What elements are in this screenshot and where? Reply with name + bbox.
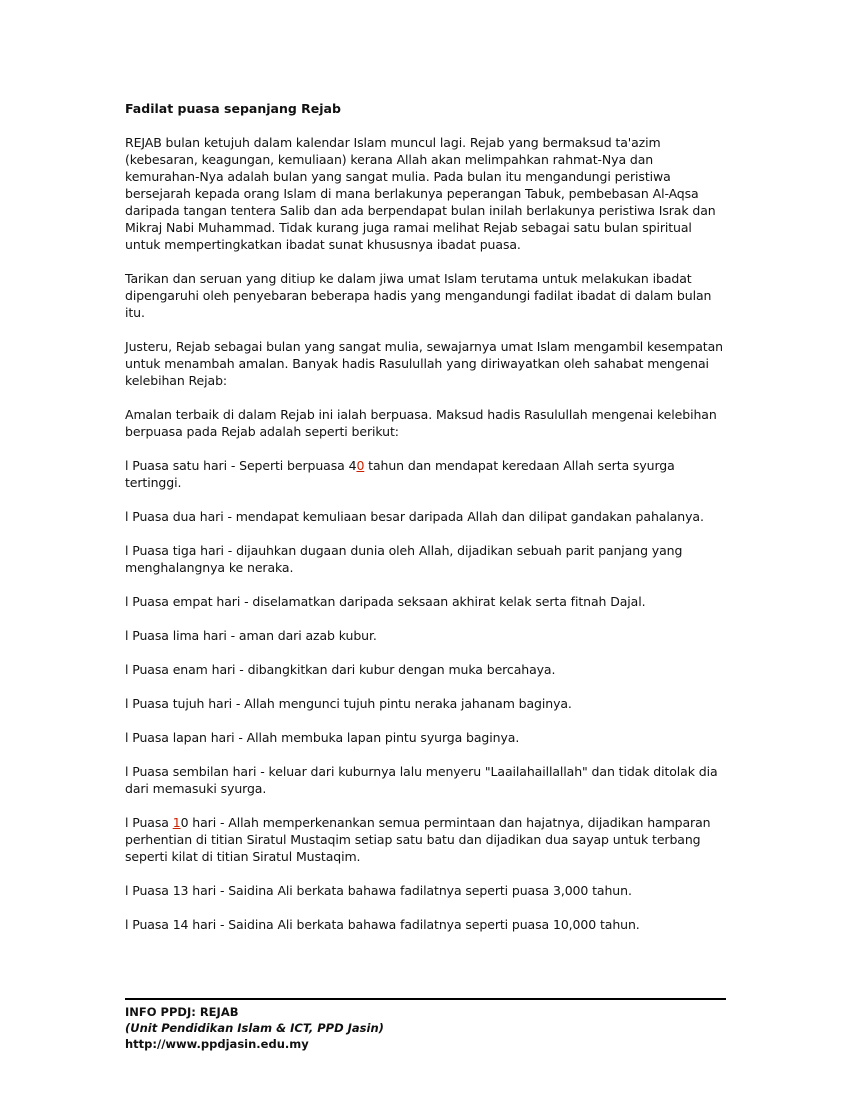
paragraph-2: Tarikan dan seruan yang ditiup ke dalam jiwa umat Islam terutama untuk melakukan ibadat dipengaruhi oleh penyebaran beberapa hadis yang mengandungi fadilat ibadat di dalam bulan itu. — [125, 271, 712, 320]
bullet-day-9: l Puasa sembilan hari - keluar dari kuburnya lalu menyeru "Laailahaillallah" dan tidak ditolak dia dari memasuki syurga. — [125, 764, 718, 796]
bullet-day-13: l Puasa 13 hari - Saidina Ali berkata bahawa fadilatnya seperti puasa 3,000 tahun. — [125, 883, 632, 898]
bullet-day-3: l Puasa tiga hari - dijauhkan dugaan dunia oleh Allah, dijadikan sebuah parit panjang yang menghalangnya ke neraka. — [125, 543, 683, 575]
footer-unit-name: (Unit Pendidikan Islam & ICT, PPD Jasin) — [125, 1021, 384, 1035]
footer-divider — [125, 998, 726, 1000]
bullet-day-4: l Puasa empat hari - diselamatkan daripada seksaan akhirat kelak serta fitnah Dajal. — [125, 594, 646, 609]
bullet-day-10 — [125, 814, 727, 865]
paragraph-4: Amalan terbaik di dalam Rejab ini ialah berpuasa. Maksud hadis Rasulullah mengenai kelebihan berpuasa pada Rejab adalah seperti berikut: — [125, 407, 717, 439]
bullet-day-8: l Puasa lapan hari - Allah membuka lapan pintu syurga baginya. — [125, 730, 520, 745]
footer-source-title: INFO PPDJ: REJAB — [125, 1005, 239, 1019]
intro-paragraph: REJAB bulan ketujuh dalam kalendar Islam muncul lagi. Rejab yang bermaksud ta'azim (kebesaran, keagungan, kemuliaan) kerana Allah akan melimpahkan rahmat-Nya dan kemurahan-Nya adalah bulan yang sangat mulia. Pada bulan itu mengandungi peristiwa bersejarah kepada orang Islam di mana berlakunya peperangan Tabuk, pembebasan Al-Aqsa daripada tangan tentera Salib dan ada berpendapat bulan inilah berlakunya peristiwa Israk dan Mikraj Nabi Muhammad. Tidak kurang juga ramai melihat Rejab sebagai satu bulan spiritual untuk mempertingkatkan ibadat sunat khususnya ibadat puasa. — [125, 135, 716, 252]
footer — [125, 1004, 727, 1052]
bullet-day-1-text: l Puasa satu hari - Seperti berpuasa 4 — [125, 458, 357, 473]
bullet-day-1 — [125, 457, 727, 491]
highlighted-digit: 0 — [356, 458, 365, 473]
bullet-day-1-text-cont: tahun dan mendapat keredaan Allah serta syurga tertinggi. — [125, 458, 675, 490]
bullet-day-7: l Puasa tujuh hari - Allah mengunci tujuh pintu neraka jahanam baginya. — [125, 696, 572, 711]
highlighted-digit: 1 — [172, 815, 181, 830]
bullet-day-10-text-cont: 0 hari - Allah memperkenankan semua permintaan dan hajatnya, dijadikan hamparan perhentian di titian Siratul Mustaqim setiap satu batu dan dijadikan dua sayap untuk terbang seperti kilat di titian Siratul Mustaqim. — [125, 815, 711, 864]
bullet-day-2: l Puasa dua hari - mendapat kemuliaan besar daripada Allah dan dilipat gandakan pahalanya. — [125, 509, 704, 524]
bullet-day-14: l Puasa 14 hari - Saidina Ali berkata bahawa fadilatnya seperti puasa 10,000 tahun. — [125, 917, 640, 932]
paragraph-3: Justeru, Rejab sebagai bulan yang sangat mulia, sewajarnya umat Islam mengambil kesempatan untuk menambah amalan. Banyak hadis Rasulullah yang diriwayatkan oleh sahabat mengenai kelebihan Rejab: — [125, 339, 723, 388]
document-body — [125, 100, 727, 950]
bullet-day-5: l Puasa lima hari - aman dari azab kubur. — [125, 628, 377, 643]
document-title: Fadilat puasa sepanjang Rejab — [125, 101, 341, 116]
footer-url-link[interactable]: http://www.ppdjasin.edu.my — [125, 1037, 309, 1051]
bullet-day-10-text: l Puasa — [125, 815, 173, 830]
bullet-day-6: l Puasa enam hari - dibangkitkan dari kubur dengan muka bercahaya. — [125, 662, 556, 677]
